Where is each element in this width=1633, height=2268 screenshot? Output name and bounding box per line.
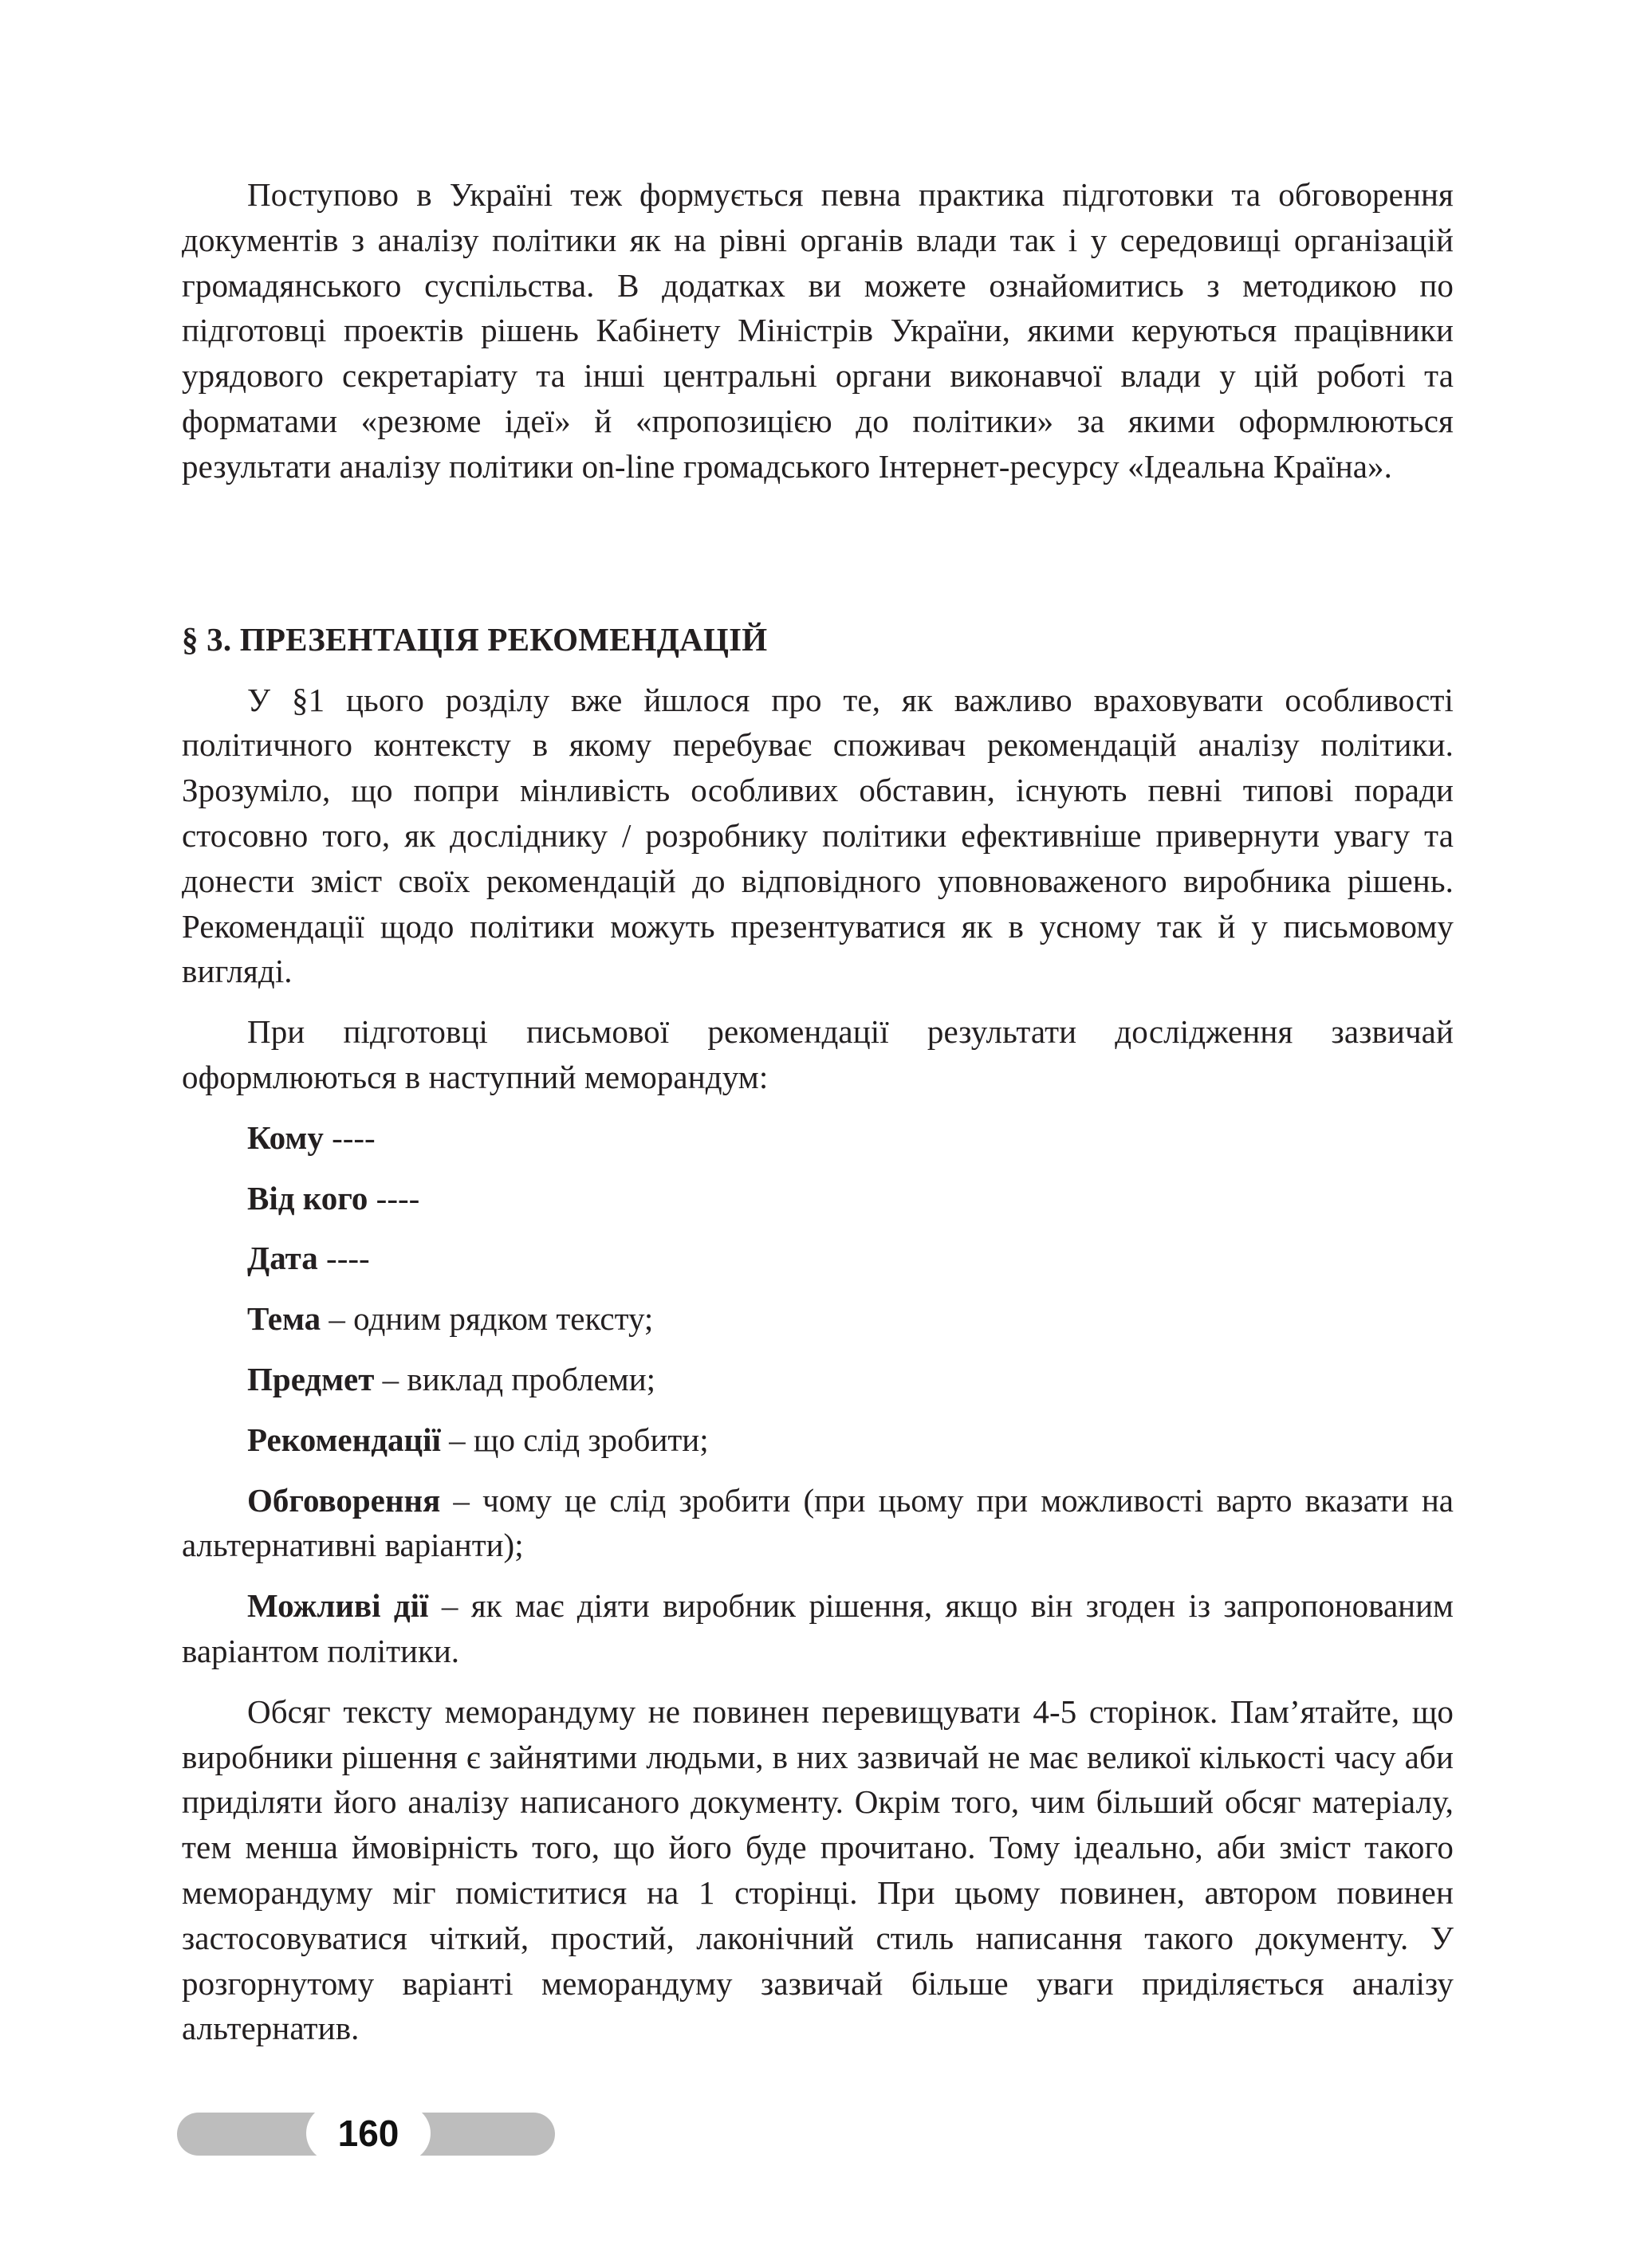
memo-term: Дата (247, 1240, 318, 1277)
section-paragraph-2: При підготовці письмової рекомендації результати дослідження зазвичай оформлюються в наступний меморандум: (182, 1013, 1454, 1095)
intro-paragraph: Поступово в Україні теж формується певна практика підготовки та обговорення документів з аналізу політики як на рівні органів влади так і у середовищі організацій громадянського суспільства. В додатках ви можете ознайомитись з методикою по підготовці проектів рішень Кабінету Міністрів України, якими керуються працівники урядового секретаріату та інші центральні органи виконавчої влади у цій роботі та форматами «резюме ідеї» й «пропозицією до політики» за якими оформлюються результати аналізу політики on-line громадського Інтернет-ресурсу «Ідеальна Країна». (182, 176, 1454, 485)
memo-term: Рекомендації (247, 1421, 441, 1458)
closing-paragraph: Обсяг тексту меморандуму не повинен перевищувати 4-5 сторінок. Пам’ятайте, що виробники рішення є зайнятими людьми, в них зазвичай не має великої кількості часу аби приділяти його аналізу написаного документу. Окрім того, чим більший обсяг матеріалу, тем менша ймовірність того, що його буде прочитано. Тому ідеально, аби зміст такого меморандуму міг поміститися на 1 сторінці. При цьому повинен, автором повинен застосовуватися чіткий, простий, лаконічний стиль написання такого документу. У розгорнутому варіанті меморандуму зазвичай більше уваги приділяється аналізу альтернатив. (182, 1692, 1454, 2047)
memo-item-subject (182, 1357, 1454, 1402)
memo-item-recommendations (182, 1417, 1454, 1463)
memo-item-topic (182, 1296, 1454, 1342)
memo-term: Предмет (247, 1360, 375, 1397)
section-heading: § 3. ПРЕЗЕНТАЦІЯ РЕКОМЕНДАЦІЙ (182, 620, 768, 658)
memo-term: Обговорення (247, 1481, 441, 1519)
memo-desc: ---- (368, 1179, 420, 1217)
memo-item-from (182, 1176, 1454, 1221)
memo-term: Від кого (247, 1179, 368, 1217)
memo-desc: ---- (323, 1118, 376, 1156)
memo-desc: – як має діяти виробник рішення, якщо він згоден із запропонованим варіантом політики. (182, 1587, 1454, 1669)
memo-item-date (182, 1236, 1454, 1281)
section-paragraph-1: У §1 цього розділу вже йшлося про те, як важливо враховувати особливості політичного контексту в якому перебуває споживач рекомендацій аналізу політики. Зрозуміло, що попри мінливість особливих обставин, існують певні типові поради стосовно того, як досліднику / розробнику політики ефективніше привернути увагу та донести зміст своїх рекомендацій до відповідного уповноваженого виробника рішень. Рекомендації щодо політики можуть презентуватися як в усному так й у письмовому вигляді. (182, 681, 1454, 990)
memo-term: Можливі дії (247, 1587, 429, 1625)
page-body (182, 172, 1454, 2051)
memo-item-to (182, 1115, 1454, 1161)
memo-item-discussion (182, 1478, 1454, 1569)
memo-term: Кому (247, 1118, 324, 1156)
memo-item-actions (182, 1583, 1454, 1674)
memo-desc: ---- (317, 1240, 370, 1277)
memo-term: Тема (247, 1300, 321, 1338)
memo-desc: – одним рядком тексту; (321, 1300, 654, 1338)
memo-desc: – що слід зробити; (440, 1421, 709, 1458)
memo-desc: – чому це слід зробити (при цьому при можливості варто вказати на альтернативні варіанти); (182, 1481, 1454, 1564)
memo-desc: – виклад проблеми; (374, 1360, 656, 1397)
page-number: 160 (337, 2113, 399, 2154)
